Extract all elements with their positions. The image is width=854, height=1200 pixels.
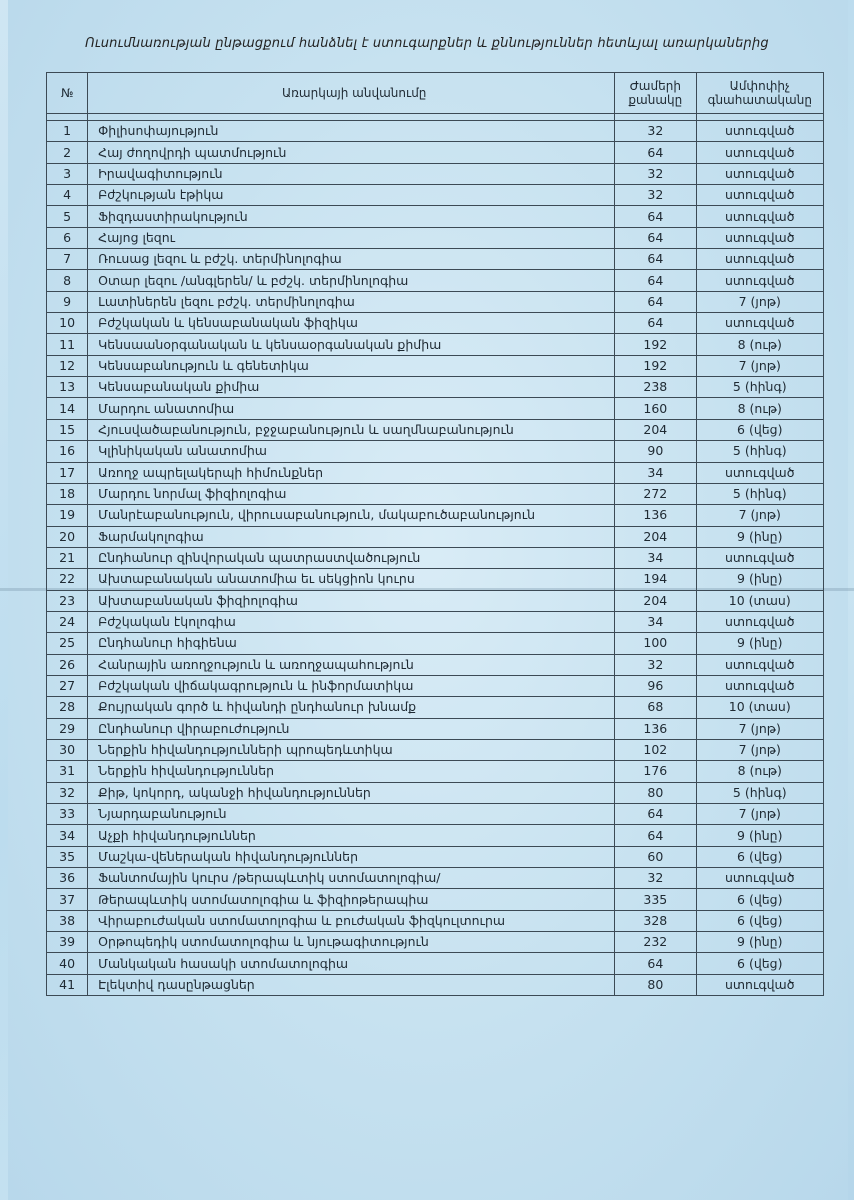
table-row — [47, 633, 824, 654]
subject-cell: Մարդու անատոմիա — [88, 398, 615, 419]
table-row — [47, 846, 824, 867]
number-cell: 14 — [47, 398, 88, 419]
table-row — [47, 868, 824, 889]
subject-cell: Հյուսվածաբանություն, բջջաբանություն և սաղմնաբանություն — [88, 419, 615, 440]
table-row — [47, 419, 824, 440]
table-row — [47, 739, 824, 760]
subject-cell: Առողջ ապրելակերպի հիմունքներ — [88, 462, 615, 483]
number-cell: 18 — [47, 483, 88, 504]
hours-cell: 64 — [615, 825, 696, 846]
table-row — [47, 974, 824, 995]
grade-cell: 5 (հինգ) — [696, 483, 824, 504]
subject-cell: Կենսաանօրգանական և կենսաօրգանական քիմիա — [88, 334, 615, 355]
header-hours: Ժամերի քանակը — [615, 73, 696, 114]
hours-cell: 64 — [615, 270, 696, 291]
hours-cell: 204 — [615, 526, 696, 547]
number-cell: 24 — [47, 611, 88, 632]
grade-cell: ստուգված — [696, 547, 824, 568]
subject-cell: Բժշկության էթիկա — [88, 185, 615, 206]
table-row — [47, 270, 824, 291]
hours-cell: 192 — [615, 355, 696, 376]
table-row — [47, 291, 824, 312]
hours-cell: 80 — [615, 782, 696, 803]
grade-cell: 10 (տաս) — [696, 697, 824, 718]
number-cell: 36 — [47, 868, 88, 889]
grade-cell: ստուգված — [696, 227, 824, 248]
number-cell: 27 — [47, 675, 88, 696]
number-cell: 26 — [47, 654, 88, 675]
grade-cell: ստուգված — [696, 270, 824, 291]
grade-cell: 9 (ինը) — [696, 825, 824, 846]
table-row — [47, 654, 824, 675]
number-cell: 22 — [47, 569, 88, 590]
hours-cell: 335 — [615, 889, 696, 910]
hours-cell: 194 — [615, 569, 696, 590]
subject-cell: Ներքին հիվանդություններ — [88, 761, 615, 782]
header-subject: Առարկայի անվանումը — [88, 73, 615, 114]
subject-cell: Ընդհանուր զինվորական պատրաստվածություն — [88, 547, 615, 568]
subject-cell: Կլինիկական անատոմիա — [88, 441, 615, 462]
number-cell: 4 — [47, 185, 88, 206]
table-row — [47, 185, 824, 206]
table-row — [47, 163, 824, 184]
number-cell: 28 — [47, 697, 88, 718]
table-row — [47, 910, 824, 931]
table-row — [47, 377, 824, 398]
subject-cell: Ընդհանուր վիրաբուժություն — [88, 718, 615, 739]
number-cell: 38 — [47, 910, 88, 931]
grade-cell: 6 (վեց) — [696, 419, 824, 440]
number-cell: 35 — [47, 846, 88, 867]
grade-cell: ստուգված — [696, 249, 824, 270]
table-row — [47, 932, 824, 953]
subject-cell: Մարդու նորմալ ֆիզիոլոգիա — [88, 483, 615, 504]
subject-cell: Էլեկտիվ դասընթացներ — [88, 974, 615, 995]
grade-cell: 7 (յոթ) — [696, 505, 824, 526]
number-cell: 33 — [47, 804, 88, 825]
number-cell: 31 — [47, 761, 88, 782]
number-cell: 10 — [47, 313, 88, 334]
grade-cell: ստուգված — [696, 868, 824, 889]
grade-cell: 6 (վեց) — [696, 889, 824, 910]
number-cell: 32 — [47, 782, 88, 803]
hours-cell: 60 — [615, 846, 696, 867]
number-cell: 6 — [47, 227, 88, 248]
hours-cell: 32 — [615, 121, 696, 142]
subject-cell: Օտար լեզու /անգլերեն/ և բժշկ. տերմինոլոգիա — [88, 270, 615, 291]
subject-cell: Քիթ, կոկորդ, ականջի հիվանդություններ — [88, 782, 615, 803]
number-cell: 5 — [47, 206, 88, 227]
grade-cell: 5 (հինգ) — [696, 377, 824, 398]
grade-cell: ստուգված — [696, 121, 824, 142]
table-row — [47, 483, 824, 504]
grade-cell: 8 (ութ) — [696, 334, 824, 355]
table-row — [47, 761, 824, 782]
subject-cell: Քույրական գործ և հիվանդի ընդհանուր խնամք — [88, 697, 615, 718]
subject-cell: Լատիներեն լեզու բժշկ. տերմինոլոգիա — [88, 291, 615, 312]
grade-cell: 6 (վեց) — [696, 910, 824, 931]
subject-cell: Հանրային առողջություն և առողջապահություն — [88, 654, 615, 675]
subject-cell: Ախտաբանական ֆիզիոլոգիա — [88, 590, 615, 611]
grade-cell: 5 (հինգ) — [696, 782, 824, 803]
hours-cell: 100 — [615, 633, 696, 654]
number-cell: 16 — [47, 441, 88, 462]
table-row — [47, 462, 824, 483]
grade-cell: 6 (վեց) — [696, 953, 824, 974]
hours-cell: 328 — [615, 910, 696, 931]
table-row — [47, 569, 824, 590]
hours-cell: 64 — [615, 249, 696, 270]
hours-cell: 204 — [615, 419, 696, 440]
table-row — [47, 889, 824, 910]
hours-cell: 238 — [615, 377, 696, 398]
document-title: Ուսումնառության ընթացքում հանձնել է ստուգարքներ և քննություններ հետևյալ առարկաներից — [85, 36, 769, 51]
table-row — [47, 334, 824, 355]
number-cell: 13 — [47, 377, 88, 398]
subject-cell: Իրավագիտություն — [88, 163, 615, 184]
table-row — [47, 547, 824, 568]
grade-cell: ստուգված — [696, 611, 824, 632]
number-cell: 19 — [47, 505, 88, 526]
table-row — [47, 804, 824, 825]
hours-cell: 32 — [615, 654, 696, 675]
table-row — [47, 313, 824, 334]
hours-cell: 32 — [615, 868, 696, 889]
hours-cell: 80 — [615, 974, 696, 995]
number-cell: 8 — [47, 270, 88, 291]
grade-cell: ստուգված — [696, 163, 824, 184]
grade-cell: ստուգված — [696, 313, 824, 334]
subject-cell: Աչքի հիվանդություններ — [88, 825, 615, 846]
number-cell: 17 — [47, 462, 88, 483]
subject-cell: Մանրէաբանություն, վիրուսաբանություն, մակաբուծաբանություն — [88, 505, 615, 526]
number-cell: 12 — [47, 355, 88, 376]
number-cell: 39 — [47, 932, 88, 953]
grade-cell: ստուգված — [696, 675, 824, 696]
number-cell: 7 — [47, 249, 88, 270]
table-row — [47, 590, 824, 611]
table-row — [47, 825, 824, 846]
hours-cell: 272 — [615, 483, 696, 504]
table-row — [47, 206, 824, 227]
table-row — [47, 142, 824, 163]
subject-cell: Հայ ժողովրդի պատմություն — [88, 142, 615, 163]
grade-cell: ստուգված — [696, 185, 824, 206]
hours-cell: 34 — [615, 547, 696, 568]
grade-cell: ստուգված — [696, 142, 824, 163]
grade-cell: 7 (յոթ) — [696, 291, 824, 312]
grade-cell: 6 (վեց) — [696, 846, 824, 867]
number-cell: 20 — [47, 526, 88, 547]
subjects-table — [46, 72, 824, 996]
number-cell: 25 — [47, 633, 88, 654]
subject-cell: Բժշկական և կենսաբանական ֆիզիկա — [88, 313, 615, 334]
subject-cell: Ախտաբանական անատոմիա եւ սեկցիոն կուրս — [88, 569, 615, 590]
number-cell: 23 — [47, 590, 88, 611]
grade-cell: ստուգված — [696, 462, 824, 483]
subject-cell: Վիրաբուժական ստոմատոլոգիա և բուժական ֆիզկուլտուրա — [88, 910, 615, 931]
subject-cell: Մաշկա-վեներական հիվանդություններ — [88, 846, 615, 867]
table-row — [47, 697, 824, 718]
hours-cell: 176 — [615, 761, 696, 782]
hours-cell: 64 — [615, 313, 696, 334]
subject-cell: Մանկական հասակի ստոմատոլոգիա — [88, 953, 615, 974]
header-number: № — [47, 73, 88, 114]
table-row — [47, 675, 824, 696]
grade-cell: 9 (ինը) — [696, 932, 824, 953]
hours-cell: 34 — [615, 611, 696, 632]
table-row — [47, 398, 824, 419]
grade-cell: 9 (ինը) — [696, 633, 824, 654]
number-cell: 40 — [47, 953, 88, 974]
subject-cell: Բժշկական էկոլոգիա — [88, 611, 615, 632]
number-cell: 11 — [47, 334, 88, 355]
table-row — [47, 782, 824, 803]
subject-cell: Ֆարմակոլոգիա — [88, 526, 615, 547]
grade-cell: ստուգված — [696, 974, 824, 995]
grade-cell: 7 (յոթ) — [696, 804, 824, 825]
subject-cell: Օրթոպեդիկ ստոմատոլոգիա և նյութագիտություն — [88, 932, 615, 953]
number-cell: 29 — [47, 718, 88, 739]
subject-cell: Կենսաբանական քիմիա — [88, 377, 615, 398]
hours-cell: 64 — [615, 291, 696, 312]
header-grade: Ամփոփիչ գնահատականը — [696, 73, 824, 114]
table-row — [47, 953, 824, 974]
hours-cell: 68 — [615, 697, 696, 718]
subject-cell: Ֆիզդաստիրակություն — [88, 206, 615, 227]
table-row — [47, 227, 824, 248]
grade-cell: 8 (ութ) — [696, 398, 824, 419]
hours-cell: 64 — [615, 953, 696, 974]
grade-cell: 5 (հինգ) — [696, 441, 824, 462]
number-cell: 37 — [47, 889, 88, 910]
number-cell: 21 — [47, 547, 88, 568]
table-row — [47, 526, 824, 547]
table-body — [47, 114, 824, 996]
grade-cell: 7 (յոթ) — [696, 718, 824, 739]
table-header — [47, 73, 824, 114]
hours-cell: 160 — [615, 398, 696, 419]
subject-cell: Հայոց լեզու — [88, 227, 615, 248]
hours-cell: 64 — [615, 227, 696, 248]
table-row — [47, 249, 824, 270]
grade-cell: 9 (ինը) — [696, 526, 824, 547]
table-row — [47, 121, 824, 142]
table-row — [47, 505, 824, 526]
hours-cell: 34 — [615, 462, 696, 483]
subject-cell: Կենսաբանություն և գենետիկա — [88, 355, 615, 376]
grade-cell: 7 (յոթ) — [696, 355, 824, 376]
hours-cell: 64 — [615, 804, 696, 825]
grade-cell: 9 (ինը) — [696, 569, 824, 590]
grade-cell: 10 (տաս) — [696, 590, 824, 611]
number-cell: 1 — [47, 121, 88, 142]
table-row — [47, 355, 824, 376]
table-row — [47, 611, 824, 632]
hours-cell: 232 — [615, 932, 696, 953]
number-cell: 9 — [47, 291, 88, 312]
hours-cell: 192 — [615, 334, 696, 355]
subject-cell: Բժշկական վիճակագրություն և ինֆորմատիկա — [88, 675, 615, 696]
subject-cell: Ֆանտոմային կուրս /թերապևտիկ ստոմատոլոգիա/ — [88, 868, 615, 889]
grade-cell: ստուգված — [696, 206, 824, 227]
spacer-row — [47, 114, 824, 121]
subject-cell: Ներքին հիվանդությունների պրոպեդևտիկա — [88, 739, 615, 760]
table-row — [47, 441, 824, 462]
number-cell: 15 — [47, 419, 88, 440]
hours-cell: 90 — [615, 441, 696, 462]
grade-cell: 7 (յոթ) — [696, 739, 824, 760]
subject-cell: Փիլիսոփայություն — [88, 121, 615, 142]
number-cell: 34 — [47, 825, 88, 846]
number-cell: 30 — [47, 739, 88, 760]
hours-cell: 64 — [615, 206, 696, 227]
hours-cell: 32 — [615, 185, 696, 206]
subject-cell: Նյարդաբանություն — [88, 804, 615, 825]
number-cell: 2 — [47, 142, 88, 163]
hours-cell: 136 — [615, 718, 696, 739]
hours-cell: 102 — [615, 739, 696, 760]
hours-cell: 64 — [615, 142, 696, 163]
subject-cell: Ռուսաց լեզու և բժշկ. տերմինոլոգիա — [88, 249, 615, 270]
hours-cell: 136 — [615, 505, 696, 526]
hours-cell: 32 — [615, 163, 696, 184]
number-cell: 3 — [47, 163, 88, 184]
subject-cell: Ընդհանուր հիգիենա — [88, 633, 615, 654]
grade-cell: ստուգված — [696, 654, 824, 675]
table-row — [47, 718, 824, 739]
subject-cell: Թերապևտիկ ստոմատոլոգիա և ֆիզիոթերապիա — [88, 889, 615, 910]
hours-cell: 204 — [615, 590, 696, 611]
hours-cell: 96 — [615, 675, 696, 696]
header-row — [47, 73, 824, 114]
grade-cell: 8 (ութ) — [696, 761, 824, 782]
number-cell: 41 — [47, 974, 88, 995]
